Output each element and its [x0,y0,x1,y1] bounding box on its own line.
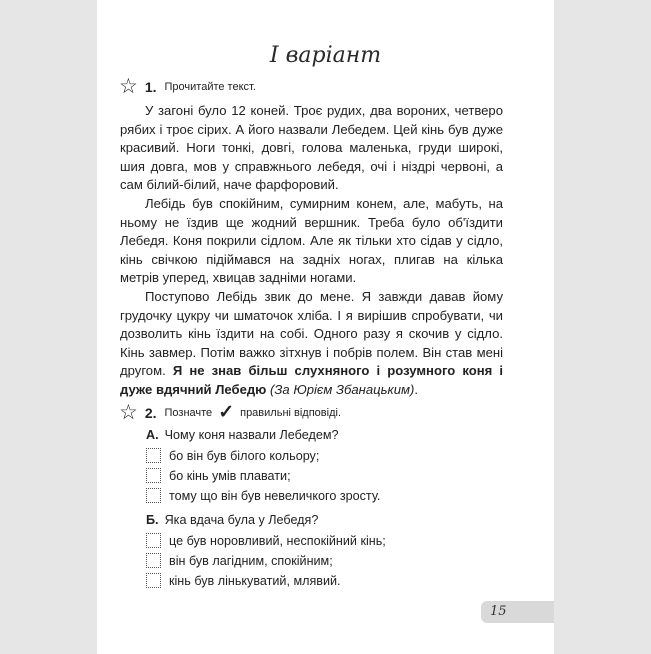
answer-text: він був лагідним, спокійним; [169,553,333,568]
answer-option[interactable] [146,488,380,503]
question-text: Яка вдача була у Лебедя? [164,513,319,527]
paragraph-3 [120,288,503,400]
page-number: 15 [490,604,507,619]
question-a [146,428,338,442]
paragraph-2: Лебідь був спокійним, сумирним конем, але, мабуть, на ньому не їздив ще жодний вершник. Треба було об'їздити Лебедя. Коня покрили сідлом. Але як тільки хто сідав у сідло, кінь свічкою підіймався на задніх ногах, плигав на кілька метрів уперед, хвицав задніми ногами. [120,195,503,286]
task-instruction-start: Позначте [164,406,213,419]
question-text: Чому коня назвали Лебедем? [164,428,339,442]
star-icon: ☆ [119,401,138,424]
star-icon: ☆ [119,75,138,98]
task-instruction-end: правильні відповіді. [240,406,341,419]
task-2-header [119,402,341,423]
question-letter: А. [146,428,159,442]
answer-text: кінь був лінькуватий, млявий. [169,573,341,588]
answer-checkbox[interactable] [146,488,161,503]
answer-option[interactable] [146,533,386,548]
answer-text: бо він був білого кольору; [169,448,320,463]
task-number: 1. [144,78,157,95]
answer-text: це був норовливий, неспокійний кінь; [169,533,386,548]
reading-text [120,102,503,400]
workbook-page [97,0,554,654]
task-instruction: Прочитайте текст. [164,80,256,93]
answer-option[interactable] [146,448,319,463]
task-number: 2. [144,404,157,421]
question-b [146,513,318,527]
answer-checkbox[interactable] [146,468,161,483]
answer-option[interactable] [146,468,291,483]
paragraph-3-text: Поступово Лебідь звик до мене. Я завжди давав йому грудочку цукру чи шматочок хліба. І я вирішив спробувати, чи дозволить кінь їздити на собі. Одного разу я скочив у сідло. Кінь завмер. Потім важко зітхнув і побрів полем. Він став мені другом. [120,288,503,379]
paragraph-3-end: . [414,381,418,397]
paragraph-3-bold: Я не знав більш слухняного і розумного коня і дуже вдячний Лебедю [120,363,503,397]
page-number-tab [481,601,554,623]
answer-text: бо кінь умів плавати; [169,468,291,483]
task-1-header [119,76,256,97]
paragraph-1: У загоні було 12 коней. Троє рудих, два вороних, четверо рябих і троє сірих. А його назвали Лебедем. Цей кінь був дуже красивий. Ноги тонкі, довгі, голова маленька, груди широкі, шия довга, мов у справжнього лебедя, очі і ніздрі червоні, а сам білий-білий, наче фарфоровий. [120,103,503,193]
variant-title: I варіант [269,43,382,68]
answer-text: тому що він був невеличкого зросту. [169,488,381,503]
answer-option[interactable] [146,573,341,588]
checkmark-icon: ✓ [218,402,235,423]
answer-checkbox[interactable] [146,573,161,588]
answer-checkbox[interactable] [146,448,161,463]
question-letter: Б. [146,513,159,527]
answer-option[interactable] [146,553,333,568]
answer-checkbox[interactable] [146,553,161,568]
answer-checkbox[interactable] [146,533,161,548]
source-citation: (За Юрієм Збанацьким) [270,381,415,397]
